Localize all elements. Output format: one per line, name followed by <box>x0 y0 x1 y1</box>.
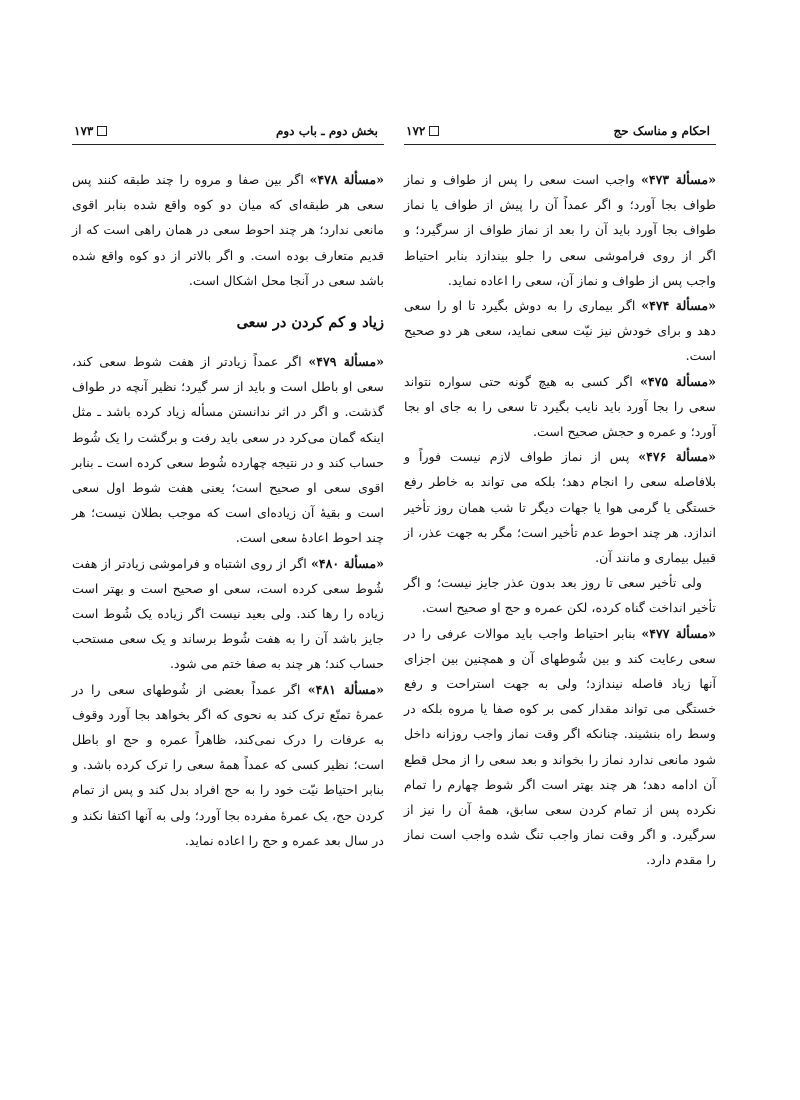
paragraph-475 <box>404 369 716 445</box>
paragraph-text: اگر عمداً زیادتر از هفت شوط سعی کند، سعی او باطل است و باید از سر گیرد؛ نظیر آنچه در طواف گذشت. و اگر در اثر ندانستن مسأله زیاد کرده باشد ـ مثل اینکه گمان می‌کرد در سعی باید رفت و برگشت را یک شُوط حساب کند و در نتیجه چهارده شُوط سعی کرده است ـ بنابر اقوی سعی او صحیح است؛ یعنی هفت شوط اول سعی است و بقیهٔ آن زیاده‌ای است که موجب بطلان نیست؛ هر چند احوط اعادهٔ سعی است. <box>72 354 384 546</box>
paragraph-478 <box>72 167 384 293</box>
left-page <box>72 118 384 853</box>
issue-label: «مسألة ۴۸۰» <box>311 555 385 571</box>
right-page-number: ۱۷۲ <box>406 124 426 138</box>
paragraph-text: اگر عمداً بعضی از شُوطهای سعی را در عمرهٔ تمتّع ترک کند به نحوی که اگر بخواهد بجا آورد وقوف به عرفات را درک نمی‌کند، ظاهراً عمره و حج او باطل است؛ نظیر کسی که عمداً همهٔ سعی را ترک کرده باشد. و بنابر احتیاط نیّت خود را به حج افراد بدل کند و پس از تمام کردن حج، یک عمرهٔ مفرده بجا آورد؛ ولی به آنها اکتفا نکند و در سال بعد عمره و حج را اعاده نماید. <box>72 681 384 848</box>
issue-label: «مسألة ۴۷۶» <box>638 449 716 465</box>
left-page-number: ۱۷۳ <box>74 124 94 138</box>
paragraph-480 <box>72 551 384 677</box>
paragraph-text: واجب است سعی را پس از طواف و نماز طواف بجا آورد؛ و اگر عمداً آن را پیش از طواف یا نماز طواف بجا آورد باید آن را بعد از نماز طواف از سرگیرد؛ و اگر از روی فراموشی سعی را جلو بیندازد بنابر احتیاط واجب پس از طواف و نماز آن، سعی را اعاده نماید. <box>404 172 716 288</box>
paragraph-476 <box>404 444 716 570</box>
issue-label: «مسألة ۴۷۹» <box>308 354 384 370</box>
section-heading: زیاد و کم کردن در سعی <box>236 314 384 332</box>
paragraph-text: پس از نماز طواف لازم نیست فوراً و بلافاصله سعی را انجام دهد؛ بلکه می تواند به خاطر رفع خستگی یا گرمی هوا یا جهات دیگر تا شب همان روز تأخیر اندازد. هر چند احوط عدم تأخیر است؛ مگر به جهت عذر، از قبیل بیماری و مانند آن. <box>404 449 716 566</box>
right-page-number-block <box>406 124 439 138</box>
issue-label: «مسألة ۴۷۳» <box>641 172 716 187</box>
paragraph-477 <box>404 621 716 873</box>
paragraph-text: اگر از روی اشتباه و فراموشی زیادتر از هفت شُوط سعی کرده است، سعی او صحیح است و بهتر است زیاده را رها کند. ولی بعید نیست اگر زیاده یک شُوط است جایز باشد آن را به هفت شُوط برساند و یک سعی مستحب حساب کند؛ هر چند به صفا ختم می شود. <box>72 555 384 672</box>
page-marker-square-icon <box>429 126 439 136</box>
paragraph-text: اگر بین صفا و مروه را چند طبقه کنند پس سعی هر طبقه‌ای که میان دو کوه واقع شده بنابر اقوی مانعی ندارد؛ هر چند احوط سعی در همان راهی است که از قدیم متعارف بوده است. و اگر بالاتر از دو کوه واقع شده باشد سعی در آنجا محل اشکال است. <box>72 172 384 288</box>
left-page-title: بخش دوم ـ باب دوم <box>275 124 378 138</box>
paragraph-476-continued <box>404 570 716 620</box>
paragraph-473 <box>404 167 716 293</box>
paragraph-text: بنابر احتیاط واجب باید موالات عرفی را در سعی رعایت کند و بین شُوطهای آن و همچنین بین اجزای آنها زیاد فاصله نیندازد؛ ولی به جهت استراحت و رفع خستگی می تواند مقدار کمی بر کوه صفا یا مروه بلکه در وسط راه بنشیند. چنانکه اگر وقت نماز واجب روزانه داخل شود مانعی ندارد نماز را بخواند و بعد سعی را از محل قطع آن ادامه دهد؛ هر چند بهتر است اگر شوط چهارم را تمام نکرده پس از تمام کردن سعی سابق، همهٔ آن را نیز از سرگیرد. و اگر وقت نماز واجب تنگ شده واجب است نماز را مقدم دارد. <box>404 625 716 868</box>
right-page-header <box>404 118 716 145</box>
left-page-header <box>72 118 384 145</box>
paragraph-481 <box>72 677 384 853</box>
paragraph-text: اگر بیماری را به دوش بگیرد تا او را سعی دهد و برای خودش نیز نیّت سعی نماید، سعی هر دو صحیح است. <box>404 298 716 364</box>
issue-label: «مسألة ۴۷۴» <box>641 298 716 314</box>
paragraph-474 <box>404 293 716 369</box>
issue-label: «مسألة ۴۸۱» <box>307 681 384 697</box>
right-page <box>404 118 716 873</box>
issue-label: «مسألة ۴۷۷» <box>641 625 716 641</box>
issue-label: «مسألة ۴۷۸» <box>309 172 384 187</box>
paragraph-text: ولی تأخیر سعی تا روز بعد بدون عذر جایز نیست؛ و اگر تأخیر انداخت گناه کرده، لکن عمره و حج او صحیح است. <box>404 575 716 616</box>
left-page-number-block <box>74 124 107 138</box>
page-marker-square-icon <box>97 126 107 136</box>
paragraph-text: اگر کسی به هیچ گونه حتی سواره نتواند سعی را بجا آورد باید نایب بگیرد تا سعی را به جای او بجا آورد؛ و عمره و حجش صحیح است. <box>404 373 716 440</box>
issue-label: «مسألة ۴۷۵» <box>639 373 716 389</box>
paragraph-479 <box>72 349 384 551</box>
right-page-title: احکام و مناسک حج <box>613 124 710 138</box>
